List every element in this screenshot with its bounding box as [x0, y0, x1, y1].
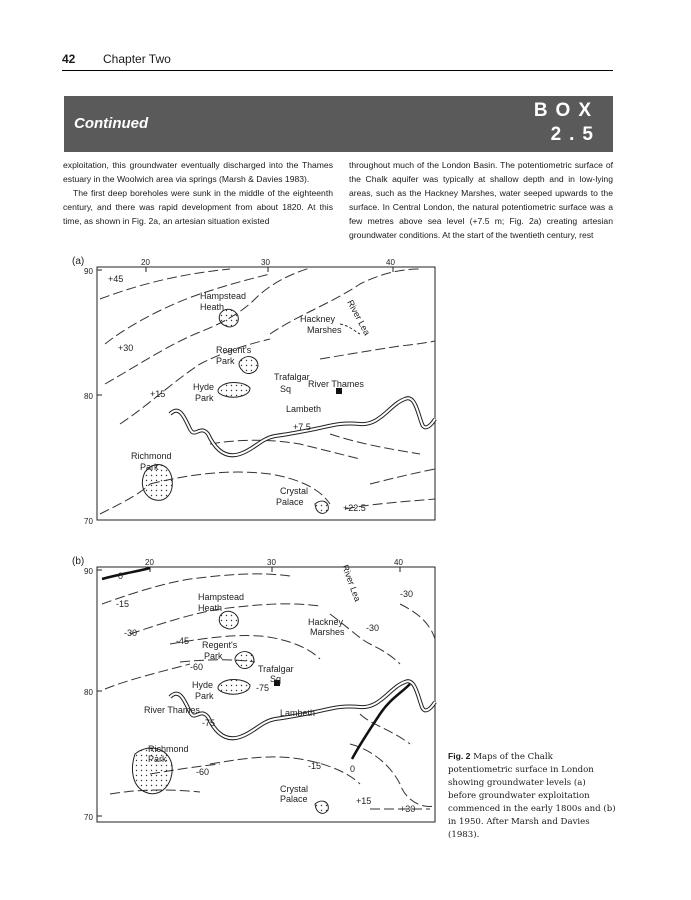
place-label: Hyde	[193, 382, 215, 392]
y-tick-label: 70	[84, 813, 93, 822]
figure-label: Fig. 2	[448, 751, 471, 761]
contour-label: -30	[124, 628, 138, 638]
figure-caption	[448, 750, 616, 842]
y-tick-label: 80	[84, 392, 93, 401]
place-label: Regent's	[216, 345, 252, 355]
left-column	[63, 158, 333, 228]
crystal-palace-area	[315, 501, 328, 513]
y-tick-label: 80	[84, 688, 93, 697]
contour-label: +45	[108, 274, 124, 284]
x-tick-label: 30	[261, 258, 270, 267]
caption-text: Maps of the Chalk potentiometric surface in London showing groundwater levels (a) before groundwater exploitation commenced in the early 1800s and (b) in 1950. After Marsh and Davies (1983).	[448, 752, 616, 840]
x-tick-label: 40	[394, 558, 403, 567]
place-label: Hyde	[192, 680, 214, 690]
y-tick-label: 90	[84, 267, 93, 276]
map-b-svg	[60, 554, 440, 829]
map-b	[60, 554, 440, 834]
place-label: River Thames	[144, 705, 200, 715]
x-tick-label: 20	[141, 258, 150, 267]
contour-label: -60	[190, 662, 204, 672]
page-number: 42	[62, 52, 76, 66]
y-tick-label: 90	[84, 567, 93, 576]
contour-label: -30	[366, 623, 380, 633]
box-number: 2.5	[550, 124, 601, 145]
place-label: Hampstead	[200, 291, 247, 301]
place-label: Palace	[280, 794, 308, 804]
map-a	[60, 254, 440, 534]
panel-label-b: (b)	[72, 556, 85, 567]
place-label: Trafalgar	[258, 664, 294, 674]
contour-label: -15	[308, 761, 322, 771]
place-label: Sq	[270, 674, 282, 684]
continued-label: Continued	[74, 115, 149, 132]
contour-label: +7.5	[293, 422, 311, 432]
box-label: BOX	[533, 100, 599, 121]
panel-label-a: (a)	[72, 256, 85, 267]
place-label: Park	[140, 462, 159, 472]
x-tick-label: 40	[386, 258, 395, 267]
zero-contour	[102, 568, 150, 579]
place-label: Trafalgar	[274, 372, 310, 382]
hyde-park-area	[218, 680, 250, 695]
place-label: River Thames	[308, 379, 364, 389]
contour-label: +22.5	[343, 503, 366, 513]
contour-label: -75	[202, 718, 216, 728]
map-a-svg	[60, 254, 440, 529]
crystal-palace-area	[315, 801, 328, 813]
place-label: Park	[204, 651, 223, 661]
place-label: Crystal	[280, 486, 309, 496]
place-label: Hackney	[308, 617, 344, 627]
right-column	[349, 158, 613, 242]
contour-label: +30	[400, 804, 416, 814]
place-label: Park	[195, 393, 214, 403]
hampstead-heath-area	[219, 611, 238, 629]
place-label: Richmond	[131, 451, 172, 461]
y-tick-label: 70	[84, 517, 93, 526]
running-header	[62, 52, 613, 72]
contour-label: +15	[356, 796, 372, 806]
x-tick-label: 30	[267, 558, 276, 567]
place-label: Marshes	[307, 325, 342, 335]
x-tick-label: 20	[145, 558, 154, 567]
place-label: Heath	[198, 603, 223, 613]
contour-label: +15	[150, 389, 166, 399]
place-label: Regent's	[202, 640, 238, 650]
place-label: Palace	[276, 497, 304, 507]
box-banner	[64, 96, 613, 152]
place-label: Park	[195, 691, 214, 701]
place-label: Richmond	[148, 744, 189, 754]
hyde-park-area	[218, 383, 250, 398]
place-label: Crystal	[280, 784, 309, 794]
chapter-title: Chapter Two	[103, 52, 171, 66]
place-label: Sq	[280, 384, 292, 394]
contour-label: +30	[118, 343, 134, 353]
place-label: Hackney	[300, 314, 336, 324]
place-label: Marshes	[310, 627, 345, 637]
place-label: Lambeth	[286, 404, 322, 414]
regents-park-area	[239, 357, 258, 374]
paragraph: The first deep boreholes were sunk in the middle of the eighteenth century, and there was rapid development from about 1820. At this time, as shown in Fig. 2a, an artesian situation existed	[63, 188, 333, 226]
contour-label: 0	[118, 571, 124, 581]
regents-park-area	[235, 652, 254, 669]
zero-contour	[352, 684, 410, 759]
contour-label: 0	[350, 764, 356, 774]
place-label: Heath	[200, 302, 225, 312]
place-label: Park	[148, 754, 167, 764]
place-label: River Lea	[340, 563, 363, 603]
contour-label: -30	[400, 589, 414, 599]
place-label: Hampstead	[198, 592, 245, 602]
place-label: Park	[216, 356, 235, 366]
contour-label: -60	[196, 767, 210, 777]
contour-label: -75	[256, 683, 270, 693]
header-rule	[62, 70, 613, 71]
place-label: Lambeth	[280, 708, 316, 718]
contour-label: -15	[116, 599, 130, 609]
paragraph: throughout much of the London Basin. The potentiometric surface of the Chalk aquifer was typically at shallow depth and in low-lying areas, such as the Hackney Marshes, water seeped upwards to the surface. In Central London, the natural potentiometric surface was a few metres above sea level (+7.5 m; Fig. 2a) creating artesian groundwater conditions. At the start of the twentieth century, rest	[349, 160, 613, 240]
contour-label: -45	[176, 636, 190, 646]
place-label: River Lea	[345, 298, 373, 337]
paragraph: exploitation, this groundwater eventually discharged into the Thames estuary in the Woolwich area via springs (Marsh & Davies 1983).	[63, 160, 333, 184]
